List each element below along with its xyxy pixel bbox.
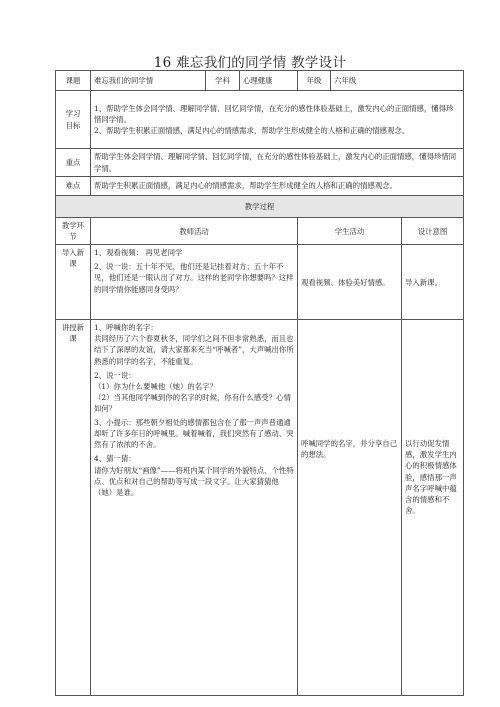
grade-label: 年级 xyxy=(298,71,331,91)
lecture-teacher-item-6: 3、小提示：那些朝夕相处的感情都包含在了那一声声普通通却听了许多年日的呼喊里。喊着喊着，我们突然有了感动、突然有了浓浓的不舍。 xyxy=(94,418,294,450)
difficulty-row xyxy=(56,177,464,196)
intro-stage: 导入新课 xyxy=(56,245,91,320)
lesson-plan-table xyxy=(55,70,464,696)
lecture-teacher-item-4: （1）你为什么要喊他（她）的名字？ xyxy=(94,381,217,391)
grade-value: 六年级 xyxy=(331,71,464,91)
key-point-row xyxy=(56,149,464,177)
intro-row xyxy=(56,245,464,320)
key-point-label: 重点 xyxy=(56,149,91,177)
goals-label-line-1: 学习 xyxy=(65,109,81,119)
lecture-row xyxy=(56,320,464,696)
lecture-teacher-item-7: 4、猜一猜： xyxy=(94,454,136,464)
difficulty-label: 难点 xyxy=(56,177,91,196)
goals-label-line-2: 目标 xyxy=(65,120,81,130)
lecture-student: 呼喊同学的名字，并分享自己的想法。 xyxy=(298,320,402,696)
lecture-intent: 以行动促发情感，激发学生内心的积极情感体验，感悟那一声声名字呼喊中蕴含的情感和不舍。 xyxy=(402,320,464,696)
goal-item-2: 2、帮助学生积累正面情感，满足内心的情感需求，帮助学生形成健全的人格和正确的情感观念。 xyxy=(94,126,410,136)
difficulty-text: 帮助学生积累正面情感，满足内心的情感需求，帮助学生形成健全的人格和正确的情感观念。 xyxy=(91,177,464,196)
col-student: 学生活动 xyxy=(298,218,402,245)
lecture-teacher-item-3: 2、说一说： xyxy=(94,370,136,380)
col-intent: 设计意图 xyxy=(402,218,464,245)
intro-student: 观看视频、体验美好情感。 xyxy=(298,245,402,320)
info-row xyxy=(56,71,464,91)
process-header: 教学过程 xyxy=(56,196,464,218)
goals-row xyxy=(56,91,464,149)
lecture-teacher-item-1: 1、呼喊你的名字： xyxy=(94,323,158,333)
process-columns-row xyxy=(56,218,464,245)
lecture-teacher-item-8: 请你为好朋友“画像”——将班内某个同学的外貌特点、个性特点、优点和对自己的帮助等写成一段文字。让大家猜猜他（她）是谁。 xyxy=(94,465,294,497)
intro-teacher xyxy=(91,245,298,320)
lecture-teacher-item-2: 共同经历了六个春夏秋冬，同学们之间不但非常熟悉，而且也结下了深厚的友谊，请大家都来充当“呼喊者”，大声喊出你所熟悉的同学的名字，不能重复。 xyxy=(94,334,294,366)
goals-label xyxy=(56,91,91,149)
topic-value: 难忘我们的同学情 xyxy=(91,71,206,91)
subject-value: 心理健康 xyxy=(240,71,298,91)
intro-teacher-item-1: 1、观看视频： 再见老同学 xyxy=(94,248,183,258)
lecture-teacher-item-5: （2）当其他同学喊到你的名字的时候，你有什么感受？心情如何？ xyxy=(94,392,291,413)
topic-label: 课题 xyxy=(56,71,91,91)
subject-label: 学科 xyxy=(206,71,240,91)
process-header-row xyxy=(56,196,464,218)
col-stage: 教学环节 xyxy=(56,218,91,245)
intro-intent: 导入新课。 xyxy=(402,245,464,320)
lecture-teacher xyxy=(91,320,298,696)
intro-teacher-item-2: 2、说一说：五十年不见，他们还是记挂着对方；五十年不见，他们还是一眼认出了对方。这样的老同学你想要吗？这样的同学情你能感同身受吗？ xyxy=(94,262,294,294)
col-teacher: 教师活动 xyxy=(91,218,298,245)
goal-item-1: 1、帮助学生体会同学情、理解同学情、回忆同学情，在充分的感性体验基础上，激发内心的正面情感，懂得珍惜同学情。 xyxy=(94,103,454,124)
key-point-text: 帮助学生体会同学情、理解同学情、回忆同学情，在充分的感性体验基础上，激发内心的正面情感，懂得珍惜同学情。 xyxy=(91,149,464,177)
goals-content xyxy=(91,91,464,149)
lecture-stage: 讲授新课 xyxy=(56,320,91,696)
page-title: 16 难忘我们的同学情 教学设计 xyxy=(153,55,347,71)
